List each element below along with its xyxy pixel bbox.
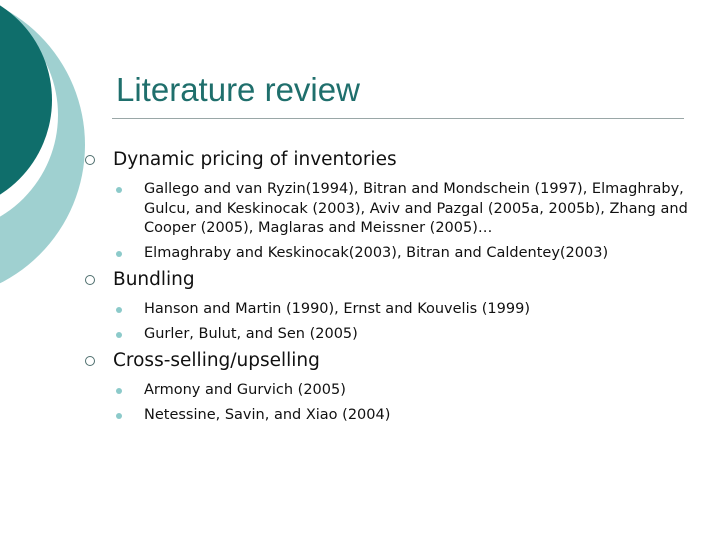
bullet-list xyxy=(84,148,694,430)
reference-text: Gallego and van Ryzin(1994), Bitran and Mondschein (1997), Elmaghraby, Gulcu, and Keskinocak (2003), Aviv and Pazgal (2005a, 2005b), Zhang and Cooper (2005), Maglaras and Meissner (2005)… xyxy=(144,181,688,236)
sub-list xyxy=(84,381,694,425)
reference-text: Gurler, Bulut, and Sen (2005) xyxy=(144,325,358,342)
sub-list xyxy=(84,300,694,344)
hollow-circle-icon xyxy=(85,356,95,366)
list-item xyxy=(84,325,694,345)
hollow-circle-icon xyxy=(85,275,95,285)
filled-dot-icon xyxy=(116,413,122,419)
filled-dot-icon xyxy=(116,388,122,394)
section-heading: Dynamic pricing of inventories xyxy=(113,149,397,170)
filled-dot-icon xyxy=(116,251,122,257)
filled-dot-icon xyxy=(116,187,122,193)
section-heading: Bundling xyxy=(113,269,195,290)
filled-dot-icon xyxy=(116,332,122,338)
hollow-circle-icon xyxy=(85,155,95,165)
list-item xyxy=(84,244,694,264)
reference-text: Netessine, Savin, and Xiao (2004) xyxy=(144,406,391,423)
list-item xyxy=(84,381,694,401)
section-heading: Cross-selling/upselling xyxy=(113,350,320,371)
title-underline xyxy=(112,118,684,119)
filled-dot-icon xyxy=(116,307,122,313)
reference-text: Elmaghraby and Keskinocak(2003), Bitran and Caldentey(2003) xyxy=(144,244,609,261)
slide-title: Literature review xyxy=(116,71,360,108)
section-bundling xyxy=(84,268,694,292)
section-dynamic-pricing xyxy=(84,148,694,172)
section-cross-selling xyxy=(84,349,694,373)
list-item xyxy=(84,406,694,426)
reference-text: Hanson and Martin (1990), Ernst and Kouvelis (1999) xyxy=(144,301,530,317)
sub-list xyxy=(84,180,694,263)
list-item xyxy=(84,300,694,320)
reference-text: Armony and Gurvich (2005) xyxy=(144,382,346,398)
list-item xyxy=(84,180,694,239)
